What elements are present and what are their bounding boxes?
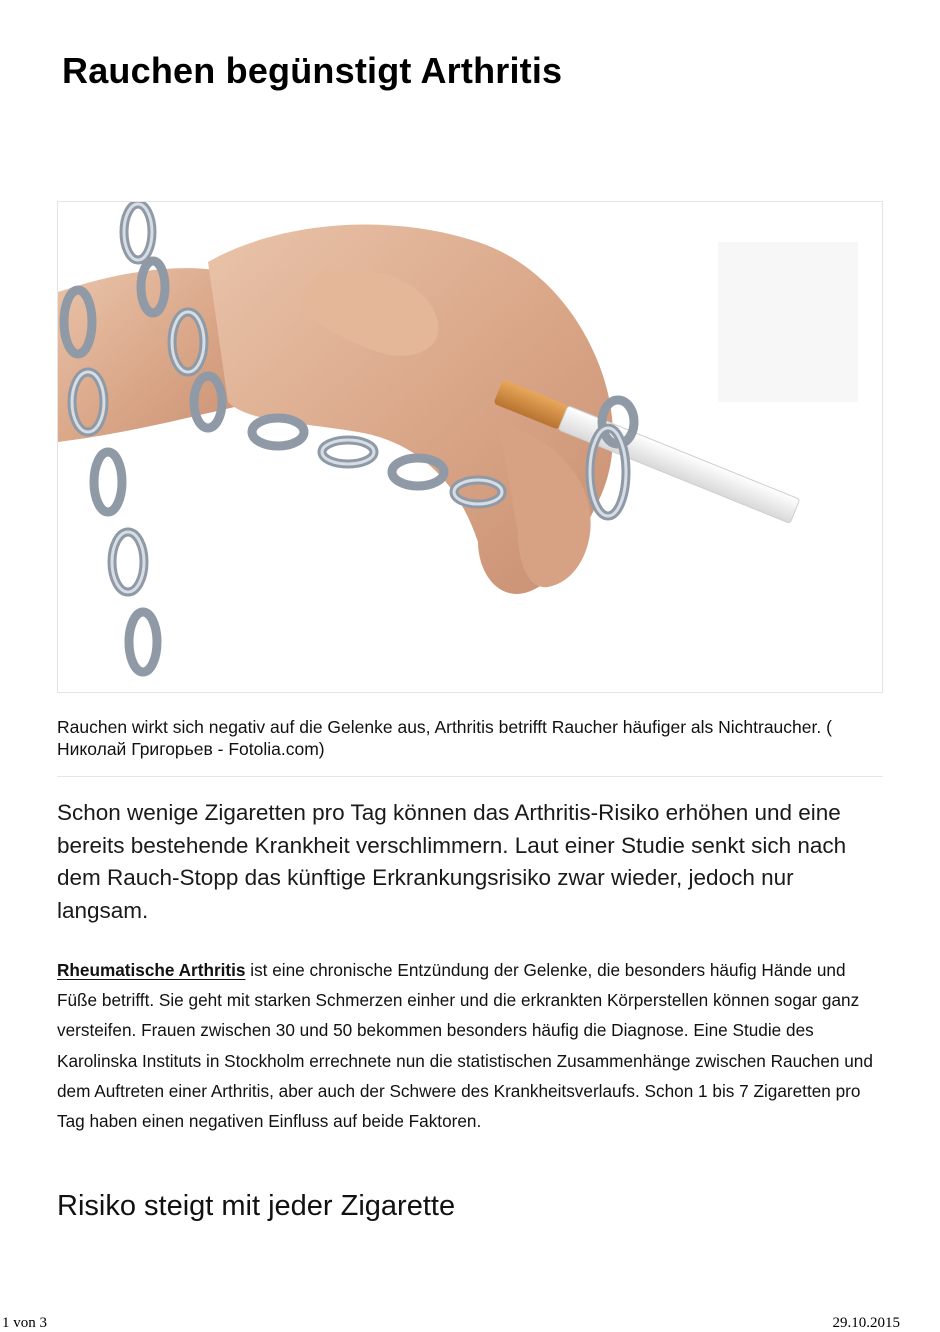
caption-credit: - Fotolia.com)	[212, 739, 325, 759]
image-caption	[57, 716, 883, 760]
article-body	[57, 955, 883, 1136]
article-image	[57, 201, 883, 693]
section-heading: Risiko steigt mit jeder Zigarette	[57, 1190, 456, 1222]
print-date: 29.10.2015	[832, 1315, 900, 1331]
article-lead: Schon wenige Zigaretten pro Tag können das Arthritis-Risiko erhöhen und eine bereits bestehende Krankheit verschlimmern. Laut einer Studie senkt sich nach dem Rauch-Stopp das künftige Erkrankungsrisiko zwar wieder, jedoch nur langsam.	[57, 800, 847, 923]
article-title: Rauchen begünstigt Arthritis	[62, 50, 563, 91]
divider	[57, 776, 883, 777]
caption-author: Николай Григорьев	[57, 739, 213, 759]
caption-text: Rauchen wirkt sich negativ auf die Gelenke aus, Arthritis betrifft Raucher häufiger als Nichtraucher. (	[57, 717, 832, 737]
rheumatische-arthritis-link[interactable]: Rheumatische Arthritis	[57, 960, 246, 980]
hand-chain-cigarette-illustration	[58, 202, 883, 693]
page-number: 1 von 3	[2, 1315, 47, 1331]
body-paragraph-text: ist eine chronische Entzündung der Gelenke, die besonders häufig Hände und Füße betrifft. Sie geht mit starken Schmerzen einher und die erkrankten Körperstellen können sogar ganz versteifen. Frauen zwischen 30 und 50 bekommen besonders häufig die Diagnose. Eine Studie des Karolinska Instituts in Stockholm errechnete nun die statistischen Zusammenhänge zwischen Rauchen und dem Auftreten einer Arthritis, aber auch der Schwere des Krankheitsverlaufs. Schon 1 bis 7 Zigaretten pro Tag haben einen negativen Einfluss auf beide Faktoren.	[57, 960, 873, 1132]
